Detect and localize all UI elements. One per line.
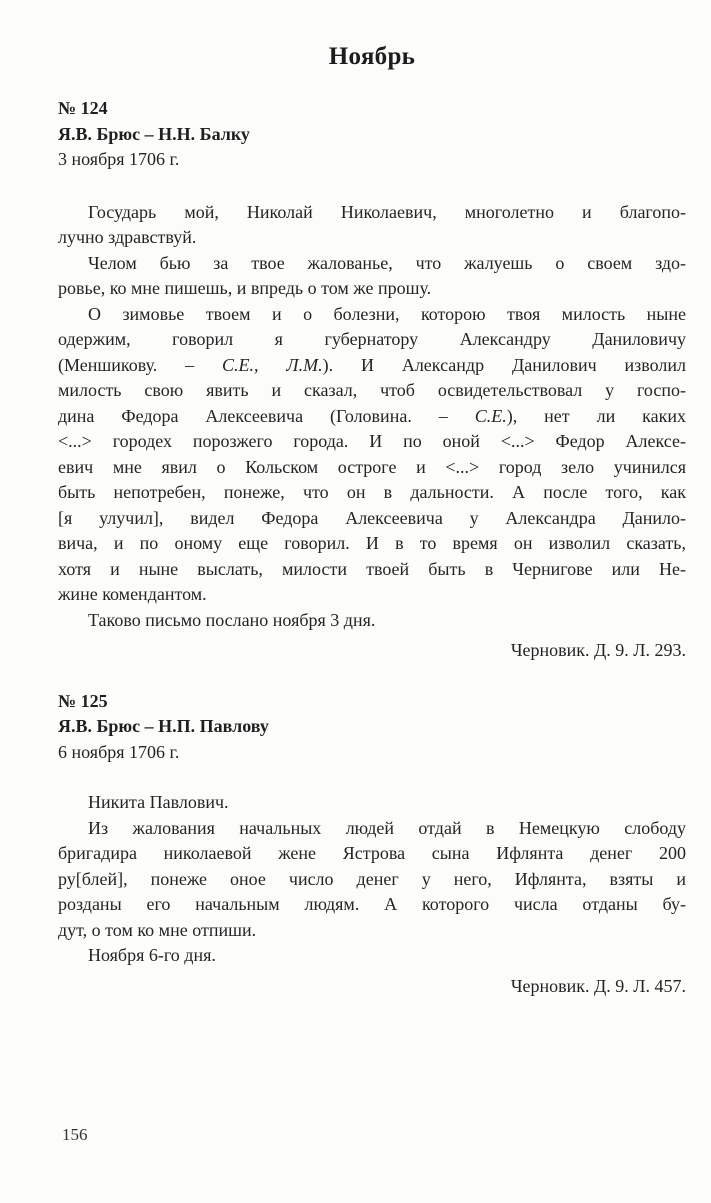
- letter-number: № 124: [58, 98, 108, 118]
- letter-body: [58, 200, 686, 634]
- archive-note: Черновик. Д. 9. Л. 293.: [510, 640, 686, 660]
- text-line: Таково письмо послано ноября 3 дня.: [88, 609, 376, 630]
- text-line: бригадира николаевой жене Ястрова сына Ифлянта денег 200: [58, 843, 686, 863]
- paragraph: [58, 302, 686, 608]
- text-line: розданы его начальным людям. А которого числа отданы бу-: [58, 894, 686, 914]
- text-line: О зимовье твоем и о болезни, которою твоя милость ныне: [88, 303, 686, 324]
- letter-125: [58, 689, 686, 1000]
- letter-body: [58, 790, 686, 969]
- page-number: 156: [62, 1125, 88, 1144]
- paragraph: [58, 200, 686, 251]
- text-line: ру[блей], понеже оное число денег у него, Ифлянта, взяты и: [58, 868, 686, 889]
- text-line: [я улучил], видел Федора Алексеевича у Александра Данило-: [58, 507, 686, 528]
- paragraph: [58, 816, 686, 944]
- text-line: милость свою явить и сказал, чтоб освидетельствовал у госпо-: [58, 380, 686, 400]
- text-line: <...> городех порозжего города. И по оной <...> Федор Алексе-: [58, 431, 686, 451]
- text-line: Государь мой, Николай Николаевич, многолетно и благопо-: [88, 201, 686, 222]
- text-line: (Меншикову. – С.Е., Л.М.). И Александр Данилович изволил: [58, 354, 686, 375]
- letter-date: 3 ноября 1706 г.: [58, 149, 180, 169]
- letter-heading: Я.В. Брюс – Н.Н. Балку: [58, 123, 250, 144]
- text-line: Челом бью за твое жалованье, что жалуешь о своем здо-: [88, 252, 686, 273]
- text-line: Из жалования начальных людей отдай в Немецкую слободу: [88, 817, 686, 838]
- paragraph: [58, 943, 686, 969]
- text-line: Ноября 6-го дня.: [88, 945, 216, 965]
- text-line: ровье, ко мне пишешь, и впредь о том же прошу.: [58, 278, 432, 298]
- letter-124: [58, 96, 686, 664]
- text-line: одержим, говорил я губернатору Александру Даниловичу: [58, 329, 686, 349]
- text-line: дина Федора Алексеевича (Головина. – С.Е.), нет ли каких: [58, 405, 687, 426]
- letter-header: [58, 96, 686, 173]
- letter-heading: Я.В. Брюс – Н.П. Павлову: [58, 716, 269, 736]
- text-line: жине комендантом.: [58, 584, 207, 604]
- text-line: быть непотребен, понеже, что он в дальности. А после того, как: [58, 482, 686, 502]
- text-line: лучно здравствуй.: [58, 227, 197, 247]
- letter-date: 6 ноября 1706 г.: [58, 741, 180, 762]
- text-line: вича, и по оному еще говорил. И в то время он изволил сказать,: [58, 533, 686, 553]
- text-line: хотя и ныне выслать, милости твоей быть в Чернигове или Не-: [58, 558, 686, 579]
- text-line: дут, о том ко мне отпиши.: [58, 919, 257, 940]
- letter-header: [58, 689, 686, 766]
- text-line: евич мне явил о Кольском остроге и <...> город зело учинился: [58, 456, 686, 477]
- paragraph: [58, 790, 686, 816]
- paragraph: [58, 251, 686, 302]
- letter-number: № 125: [58, 690, 108, 711]
- archive-note: Черновик. Д. 9. Л. 457.: [510, 975, 686, 996]
- text-line: Никита Павлович.: [88, 792, 229, 812]
- paragraph: [58, 608, 686, 634]
- page-title: Ноябрь: [328, 43, 416, 70]
